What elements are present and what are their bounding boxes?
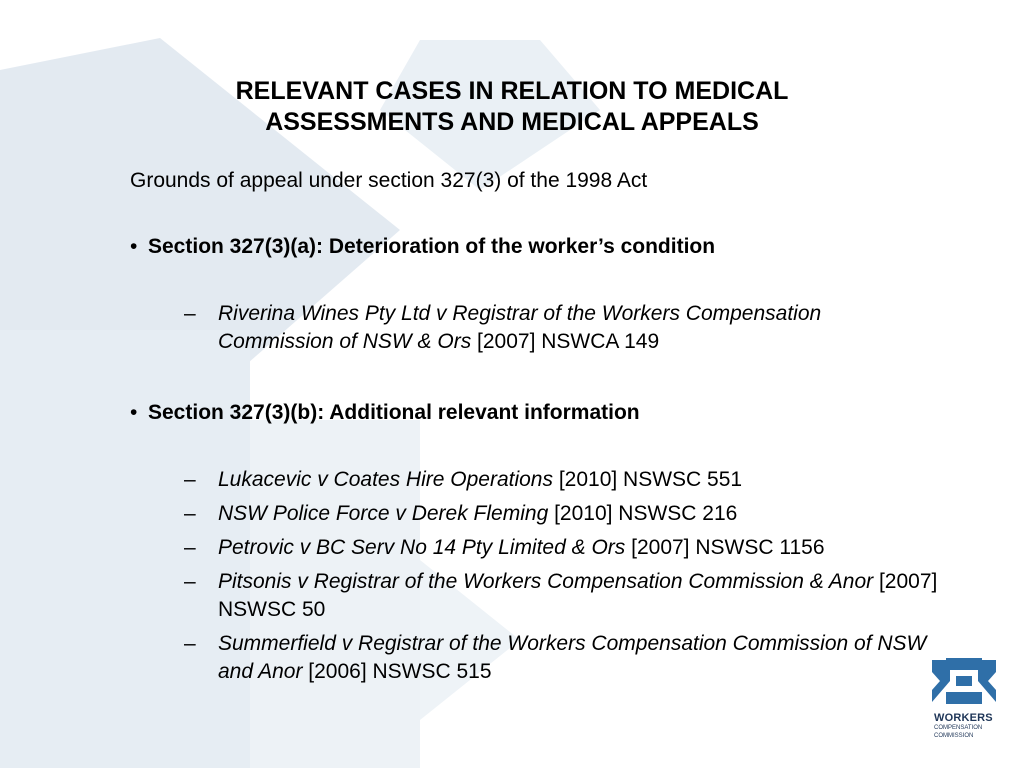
logo-text-commission: COMMISSION: [934, 733, 974, 739]
dash-glyph: –: [184, 468, 196, 491]
list-item: [130, 534, 938, 562]
case-citation: [2010] NSWSC 551: [553, 468, 743, 491]
commission-logo: [928, 654, 1000, 740]
slide-title: [150, 76, 874, 138]
logo-text-workers: WORKERS: [934, 712, 993, 724]
intro-text: Grounds of appeal under section 327(3) of the 1998 Act: [130, 169, 648, 192]
list-item: [130, 568, 938, 624]
case-name: Lukacevic v Coates Hire Operations: [218, 468, 553, 491]
slide-content: [130, 166, 950, 692]
title-line-1: RELEVANT CASES IN RELATION TO MEDICAL: [235, 77, 789, 105]
case-name: Riverina Wines Pty Ltd v Registrar of the Workers Compensation Commission of NSW & Ors: [218, 302, 822, 353]
list-item: [130, 300, 938, 356]
case-citation: [2006] NSWSC 515: [302, 660, 492, 683]
case-citation: [2010] NSWSC 216: [548, 502, 738, 525]
case-citation: [2007] NSWCA 149: [471, 330, 660, 353]
dash-glyph: –: [184, 632, 196, 655]
logo-text-compensation: COMPENSATION: [934, 725, 983, 731]
list-item: [130, 630, 938, 686]
case-name: Summerfield v Registrar of the Workers Compensation Commission of NSW and Anor: [218, 632, 927, 683]
dash-glyph: –: [184, 302, 196, 325]
case-citation: [2007] NSWSC 50: [218, 570, 938, 621]
dash-glyph: –: [184, 536, 196, 559]
bullet-glyph: •: [130, 401, 138, 424]
section-heading-b-text: Section 327(3)(b): Additional relevant information: [148, 401, 640, 424]
title-line-2: ASSESSMENTS AND MEDICAL APPEALS: [265, 108, 759, 136]
section-heading-a-text: Section 327(3)(a): Deterioration of the worker’s condition: [148, 235, 716, 258]
logo-mark-icon: [928, 654, 1000, 708]
section-heading-b: [130, 398, 950, 428]
section-heading-a: [130, 232, 950, 262]
case-citation: [2007] NSWSC 1156: [625, 536, 825, 559]
dash-glyph: –: [184, 570, 196, 593]
list-item: [130, 466, 938, 494]
list-item: [130, 500, 938, 528]
case-list-a: [130, 300, 950, 356]
case-name: Petrovic v BC Serv No 14 Pty Limited & Ors: [218, 536, 626, 559]
dash-glyph: –: [184, 502, 196, 525]
case-name: Pitsonis v Registrar of the Workers Compensation Commission & Anor: [218, 570, 874, 593]
case-list-b: [130, 466, 950, 686]
case-name: NSW Police Force v Derek Fleming: [218, 502, 549, 525]
bullet-glyph: •: [130, 235, 138, 258]
